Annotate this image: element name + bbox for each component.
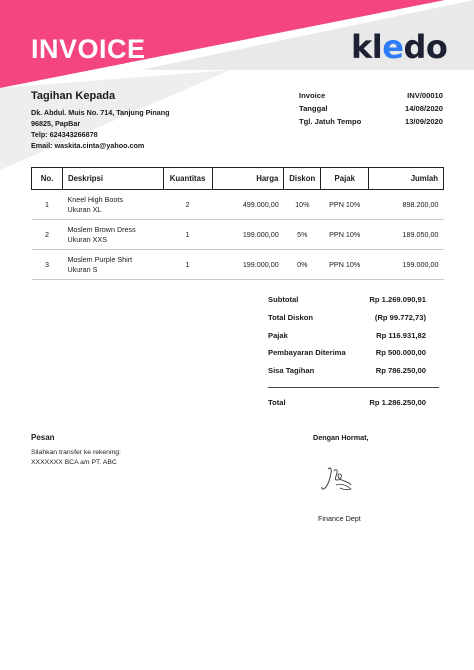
bill-to-phone: Telp: 624343266878 (31, 130, 98, 139)
meta-label: Tgl. Jatuh Tempo (299, 117, 362, 126)
table-header-row (32, 168, 444, 190)
logo-text-e: e (382, 28, 404, 66)
cell-description (62, 250, 163, 280)
summary-row-payment (268, 348, 426, 366)
table-row (32, 220, 444, 250)
cell-description (62, 190, 163, 220)
meta-row-date (299, 102, 443, 115)
col-header-price: Harga (212, 168, 284, 190)
cell-amount: 189.050,00 (369, 220, 444, 250)
cell-discount: 5% (284, 220, 321, 250)
cell-discount: 0% (284, 250, 321, 280)
item-name: Moslem Purple Shirt (67, 254, 133, 264)
invoice-title: INVOICE (31, 34, 146, 64)
meta-value: 13/09/2020 (404, 117, 443, 126)
meta-label: Invoice (299, 91, 326, 100)
cell-price: 199.000,00 (212, 220, 284, 250)
cell-price: 499.000,00 (212, 190, 284, 220)
cell-tax: PPN 10% (321, 190, 369, 220)
notes-section (31, 433, 121, 468)
summary-row-remaining (268, 366, 426, 384)
item-variant: Ukuran XL (67, 204, 102, 214)
summary-value: Rp 1.269.090,91 (369, 295, 426, 304)
total-value: Rp 1.286.250,00 (369, 397, 426, 407)
summary-row-tax (268, 331, 426, 349)
table-row (32, 250, 444, 280)
col-header-amount: Jumlah (369, 168, 444, 190)
invoice-meta (299, 89, 443, 128)
signature-section (313, 433, 413, 523)
bill-to-address-2: 96825, PapBar (31, 119, 81, 128)
col-header-no: No. (32, 168, 63, 190)
bill-to-heading: Tagihan Kepada (31, 90, 116, 102)
summary-row-subtotal (268, 295, 426, 313)
cell-quantity: 2 (163, 190, 212, 220)
summary-label: Pajak (268, 330, 288, 340)
bill-to-section (31, 90, 170, 151)
notes-line-1: Silahkan transfer ke rekening: (31, 449, 121, 456)
bill-to-email: Email: waskita.cinta@yahoo.com (31, 141, 145, 150)
signature-greeting: Dengan Hormat, (313, 433, 369, 442)
meta-value: INV/00010 (407, 91, 443, 100)
cell-no: 2 (32, 220, 63, 250)
kledo-logo (351, 28, 447, 66)
meta-value: 14/08/2020 (404, 104, 443, 113)
notes-line-2: XXXXXXX BCA a/n PT. ABC (31, 459, 117, 466)
cell-amount: 898.200,00 (369, 190, 444, 220)
bill-to-address-1: Dk. Abdul. Muis No. 714, Tanjung Pinang (31, 108, 170, 117)
summary-row-discount (268, 313, 426, 331)
summary-value: Rp 116.931,82 (376, 330, 426, 340)
cell-tax: PPN 10% (321, 250, 369, 280)
items-table (31, 167, 444, 280)
notes-heading: Pesan (31, 433, 55, 442)
summary-value: Rp 786.250,00 (375, 366, 426, 376)
summary-label: Sisa Tagihan (268, 366, 315, 376)
col-header-tax: Pajak (321, 168, 369, 190)
item-variant: Ukuran S (67, 264, 98, 274)
summary-label: Pembayaran Diterima (268, 348, 346, 358)
logo-text-kl: kl (351, 28, 383, 66)
logo-text-do: do (403, 28, 448, 66)
meta-row-invoice (299, 89, 443, 102)
summary-section (268, 295, 426, 416)
cell-discount: 10% (284, 190, 321, 220)
cell-amount: 199.000,00 (369, 250, 444, 280)
table-row (32, 190, 444, 220)
total-label: Total (268, 397, 286, 407)
col-header-description: Deskripsi (62, 168, 163, 190)
col-header-discount: Diskon (284, 168, 321, 190)
summary-label: Total Diskon (268, 312, 314, 322)
cell-description (62, 220, 163, 250)
meta-label: Tanggal (299, 104, 328, 113)
col-header-quantity: Kuantitas (163, 168, 212, 190)
signature-scribble (318, 463, 358, 497)
item-name: Kneel High Boots (67, 194, 123, 204)
cell-price: 199.000,00 (212, 250, 284, 280)
summary-row-total (268, 398, 426, 416)
summary-value: Rp 500.000,00 (375, 348, 426, 358)
cell-no: 1 (32, 190, 63, 220)
cell-tax: PPN 10% (321, 220, 369, 250)
cell-no: 3 (32, 250, 63, 280)
summary-divider (268, 387, 439, 388)
summary-label: Subtotal (268, 295, 299, 304)
item-name: Moslem Brown Dress (67, 224, 136, 234)
meta-row-due-date (299, 115, 443, 128)
signature-department: Finance Dept (318, 514, 361, 523)
summary-value: (Rp 99.772,73) (374, 312, 426, 322)
cell-quantity: 1 (163, 250, 212, 280)
cell-quantity: 1 (163, 220, 212, 250)
item-variant: Ukuran XXS (67, 234, 107, 244)
